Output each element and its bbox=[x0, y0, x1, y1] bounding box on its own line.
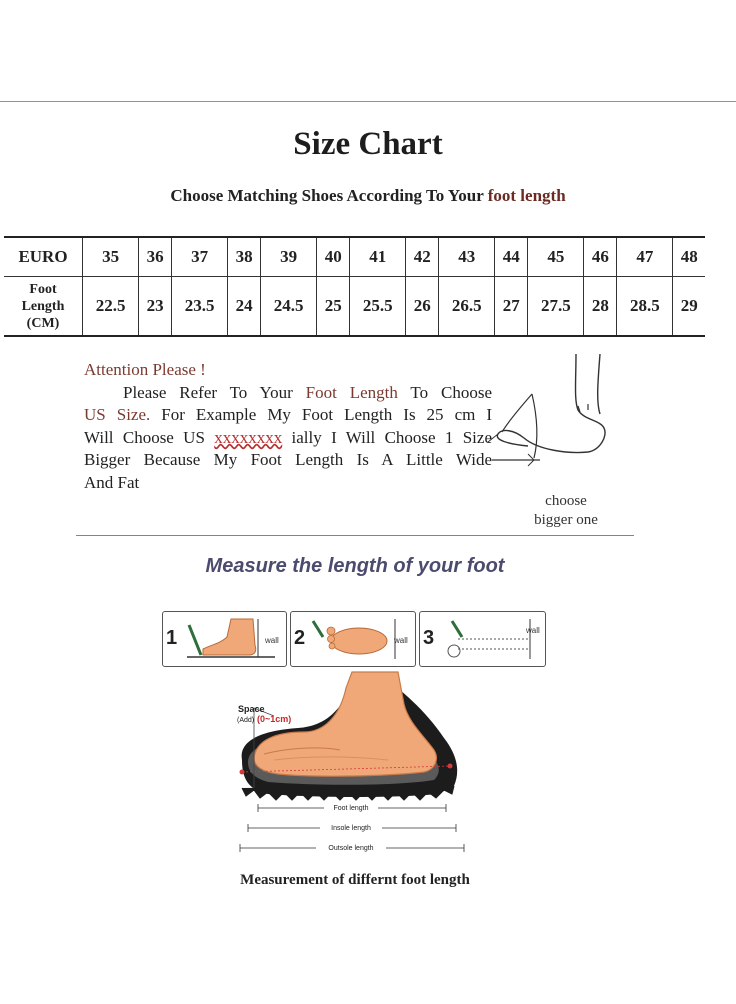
step-number: 2 bbox=[294, 627, 306, 649]
size-chart-table bbox=[4, 236, 705, 337]
subtitle-highlight: foot length bbox=[487, 186, 566, 205]
foot-length-label-line2: Length bbox=[21, 298, 65, 314]
length-cell: 28 bbox=[584, 277, 617, 337]
measure-title: Measure the length of your foot bbox=[205, 555, 505, 577]
space-range-label: (0~1cm) bbox=[257, 714, 292, 724]
attention-note bbox=[84, 359, 492, 494]
euro-cell: 37 bbox=[172, 237, 228, 277]
euro-cell: 43 bbox=[439, 237, 495, 277]
euro-cell: 40 bbox=[317, 237, 350, 277]
euro-cell: 41 bbox=[350, 237, 406, 277]
length-cell: 29 bbox=[673, 277, 705, 337]
euro-cell: 35 bbox=[83, 237, 139, 277]
top-divider bbox=[0, 101, 736, 102]
choose-note-line2: bigger one bbox=[534, 512, 598, 528]
page-title: Size Chart bbox=[293, 126, 443, 162]
space-label: Space bbox=[238, 704, 265, 714]
page-subtitle bbox=[0, 186, 736, 206]
subtitle-text: Choose Matching Shoes According To Your bbox=[170, 186, 488, 205]
attention-line bbox=[84, 427, 492, 450]
euro-cell: 36 bbox=[139, 237, 172, 277]
space-add-label: (Add) bbox=[237, 717, 255, 724]
shoe-measurement-diagram bbox=[228, 668, 478, 860]
foot-length-label-line3: (CM) bbox=[26, 315, 60, 331]
foot-length-label bbox=[4, 277, 83, 337]
attention-line bbox=[84, 404, 492, 427]
foot-length-label: Foot length bbox=[333, 805, 369, 812]
attention-line bbox=[84, 382, 492, 405]
length-cell: 25.5 bbox=[350, 277, 406, 337]
attention-text: For Example My Foot Length Is 25 cm I bbox=[150, 405, 492, 424]
step-number: 3 bbox=[423, 627, 435, 649]
wall-label: wall bbox=[526, 626, 540, 635]
ruler-measure-icon bbox=[438, 615, 538, 663]
wall-label: wall bbox=[394, 636, 408, 645]
section-divider bbox=[76, 535, 634, 536]
length-cell: 22.5 bbox=[83, 277, 139, 337]
length-cell: 26 bbox=[406, 277, 439, 337]
length-cell: 24 bbox=[228, 277, 261, 337]
euro-cell: 48 bbox=[673, 237, 705, 277]
censored-text: xxxxxxxx bbox=[214, 427, 283, 447]
length-cell: 25 bbox=[317, 277, 350, 337]
choose-note-line1: choose bbox=[545, 493, 587, 509]
foot-length-label-line1: Foot bbox=[29, 281, 57, 297]
foot-in-shoe-sketch bbox=[488, 350, 628, 470]
length-cell: 24.5 bbox=[261, 277, 317, 337]
measure-step-2 bbox=[290, 611, 416, 667]
foot-length-row bbox=[4, 277, 705, 337]
outsole-length-label: Outsole length bbox=[328, 845, 374, 852]
insole-length-label: Insole length bbox=[331, 825, 371, 832]
euro-label: EURO bbox=[4, 237, 83, 277]
attention-highlight: US Size. bbox=[84, 405, 151, 424]
measure-step-3 bbox=[419, 611, 546, 667]
euro-cell: 46 bbox=[584, 237, 617, 277]
attention-line: And Fat bbox=[84, 472, 140, 492]
length-cell: 23.5 bbox=[172, 277, 228, 337]
attention-highlight: Foot Length bbox=[305, 382, 398, 402]
euro-cell: 39 bbox=[261, 237, 317, 277]
diagram-caption: Measurement of differnt foot length bbox=[240, 872, 470, 888]
wall-label: wall bbox=[265, 636, 279, 645]
euro-cell: 42 bbox=[406, 237, 439, 277]
euro-row bbox=[4, 237, 705, 277]
attention-text: To Choose bbox=[397, 382, 492, 402]
choose-bigger-note bbox=[520, 492, 612, 530]
length-cell: 27 bbox=[495, 277, 528, 337]
euro-cell: 45 bbox=[528, 237, 584, 277]
euro-cell: 44 bbox=[495, 237, 528, 277]
length-cell: 27.5 bbox=[528, 277, 584, 337]
length-cell: 26.5 bbox=[439, 277, 495, 337]
length-cell: 28.5 bbox=[617, 277, 673, 337]
euro-cell: 47 bbox=[617, 237, 673, 277]
attention-heading: Attention Please ! bbox=[84, 360, 206, 379]
measure-step-1 bbox=[162, 611, 287, 667]
euro-cell: 38 bbox=[228, 237, 261, 277]
attention-text: ially I Will Choose 1 Size bbox=[282, 427, 492, 447]
attention-text: Will Choose US bbox=[84, 427, 215, 447]
step-number: 1 bbox=[166, 627, 178, 649]
attention-text: Please Refer To Your bbox=[123, 382, 306, 402]
length-cell: 23 bbox=[139, 277, 172, 337]
attention-line: Bigger Because My Foot Length Is A Little Wide bbox=[84, 450, 492, 469]
